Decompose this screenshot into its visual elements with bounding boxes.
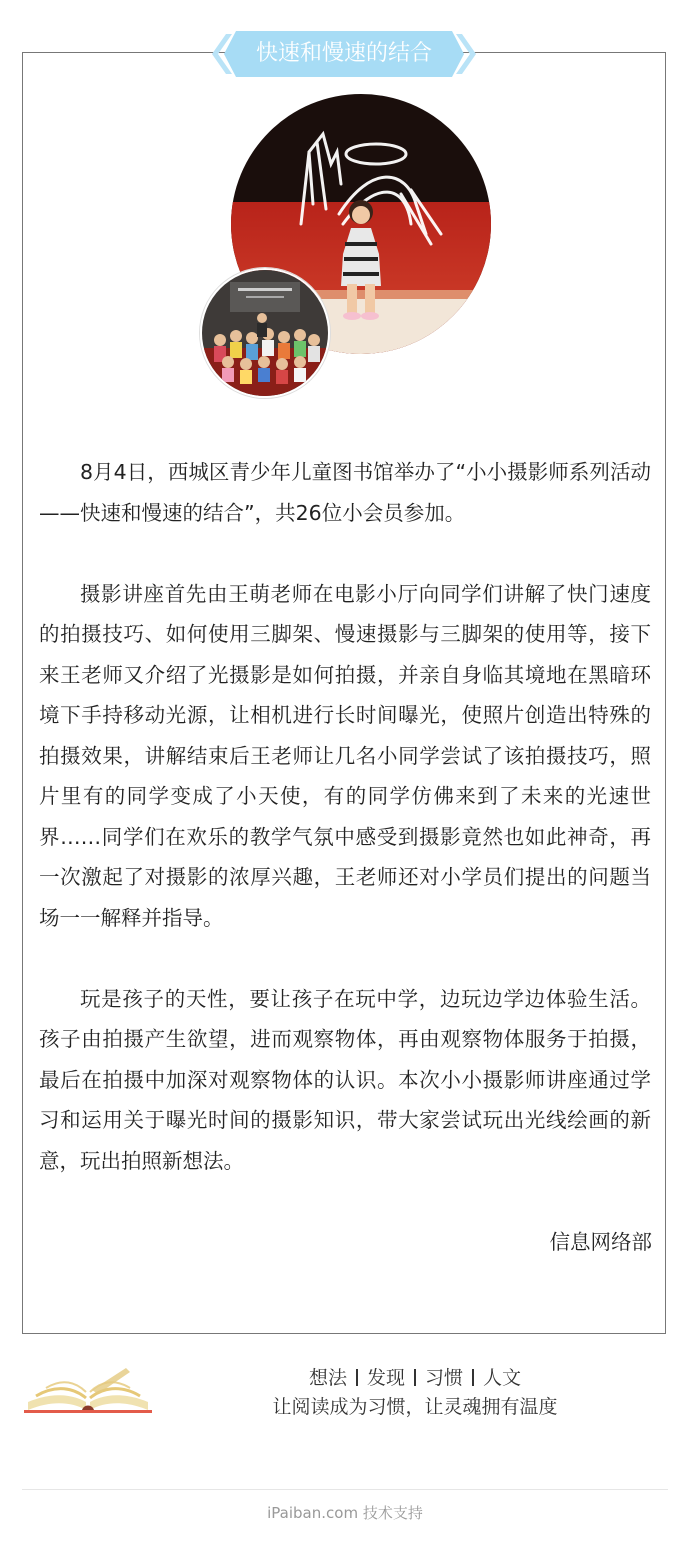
tag-separator bbox=[356, 1369, 358, 1386]
tag-item: 想法 bbox=[308, 1367, 347, 1389]
footer-tags bbox=[240, 1363, 590, 1393]
credit-link[interactable]: iPaiban.com 技术支持 bbox=[267, 1504, 423, 1522]
author-signature: 信息网络部 bbox=[549, 1230, 652, 1254]
title-banner bbox=[200, 29, 488, 79]
footer-divider bbox=[22, 1489, 668, 1490]
article-paragraph-3: 玩是孩子的天性，要让孩子在玩中学，边玩边学边体验生活。孩子由拍摄产生欲望，进而观察物体，再由观察物体服务于拍摄，最后在拍摄中加深对观察物体的认识。本次小小摄影师讲座通过学习和运用关于曝光时间的摄影知识，带大家尝试玩出光线绘画的新意，玩出拍照新想法。 bbox=[39, 986, 651, 1173]
article-paragraph-1: 8月4日，西城区青少年儿童图书馆举办了“小小摄影师系列活动——快速和慢速的结合”，共26位小会员参加。 bbox=[39, 460, 651, 525]
article-body bbox=[39, 452, 651, 1222]
tag-item: 人文 bbox=[483, 1367, 522, 1389]
article-paragraph-2: 摄影讲座首先由王萌老师在电影小厅向同学们讲解了快门速度的拍摄技巧、如何使用三脚架、慢速摄影与三脚架的使用等，接下来王老师又介绍了光摄影是如何拍摄，并亲自身临其境地在黑暗环境下手持移动光源，让相机进行长时间曝光，使照片创造出特殊的拍摄效果，讲解结束后王老师让几名小同学尝试了该拍摄技巧，照片里有的同学变成了小天使，有的同学仿佛来到了未来的光速世界……同学们在欢乐的教学气氛中感受到摄影竟然也如此神奇，再一次激起了对摄影的浓厚兴趣，王老师还对小学员们提出的问题当场一一解释并指导。 bbox=[39, 581, 651, 930]
tag-item: 发现 bbox=[366, 1367, 405, 1389]
page-title: 快速和慢速的结合 bbox=[255, 41, 432, 66]
tag-separator bbox=[414, 1369, 416, 1386]
tag-item: 习惯 bbox=[425, 1367, 464, 1389]
tag-separator bbox=[472, 1369, 474, 1386]
group-photo bbox=[200, 268, 330, 398]
open-book-icon bbox=[22, 1362, 154, 1420]
footer-motto: 让阅读成为习惯，让灵魂拥有温度 bbox=[272, 1396, 558, 1418]
